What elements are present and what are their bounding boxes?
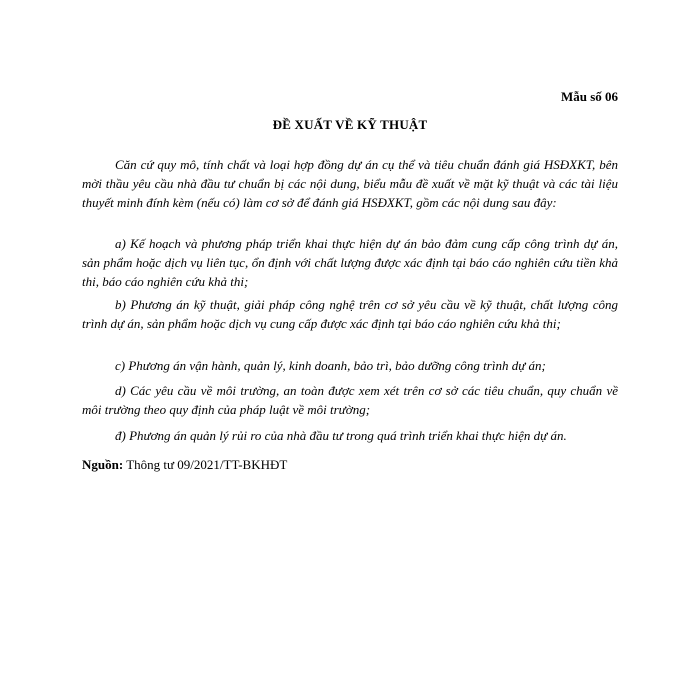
source-text: Thông tư 09/2021/TT-BKHĐT	[126, 457, 288, 472]
list-item-d: d) Các yêu cầu về môi trường, an toàn được xem xét trên cơ sở các tiêu chuẩn, quy chuẩn về môi trường theo quy định của pháp luật về môi trường;	[82, 383, 618, 417]
list-item-c: c) Phương án vận hành, quản lý, kinh doanh, bảo trì, bảo dưỡng công trình dự án;	[115, 358, 546, 373]
intro-paragraph: Căn cứ quy mô, tính chất và loại hợp đồng dự án cụ thể và tiêu chuẩn đánh giá HSĐXKT, bên mời thầu yêu cầu nhà đầu tư chuẩn bị các nội dung, biểu mẫu đề xuất về mặt kỹ thuật và các tài liệu thuyết minh đính kèm (nếu có) làm cơ sở để đánh giá HSĐXKT, gồm các nội dung sau đây:	[82, 157, 618, 210]
form-number: Mẫu số 06	[560, 89, 618, 104]
list-item-dd: đ) Phương án quản lý rủi ro của nhà đầu tư trong quá trình triển khai thực hiện dự án.	[115, 428, 567, 443]
source-label: Nguồn:	[82, 457, 124, 472]
document-title: ĐỀ XUẤT VỀ KỸ THUẬT	[272, 117, 428, 132]
list-item-b: b) Phương án kỹ thuật, giải pháp công nghệ trên cơ sở yêu cầu về kỹ thuật, chất lượng công trình dự án, sản phẩm hoặc dịch vụ cung cấp được xác định tại báo cáo nghiên cứu khả thi;	[82, 297, 618, 331]
source-line	[82, 457, 287, 473]
list-item-a: a) Kế hoạch và phương pháp triển khai thực hiện dự án bảo đảm cung cấp công trình dự án, sản phẩm hoặc dịch vụ liên tục, ổn định với chất lượng được xác định tại báo cáo nghiên cứu tiền khả thi, báo cáo nghiên cứu khả thi;	[82, 236, 618, 289]
